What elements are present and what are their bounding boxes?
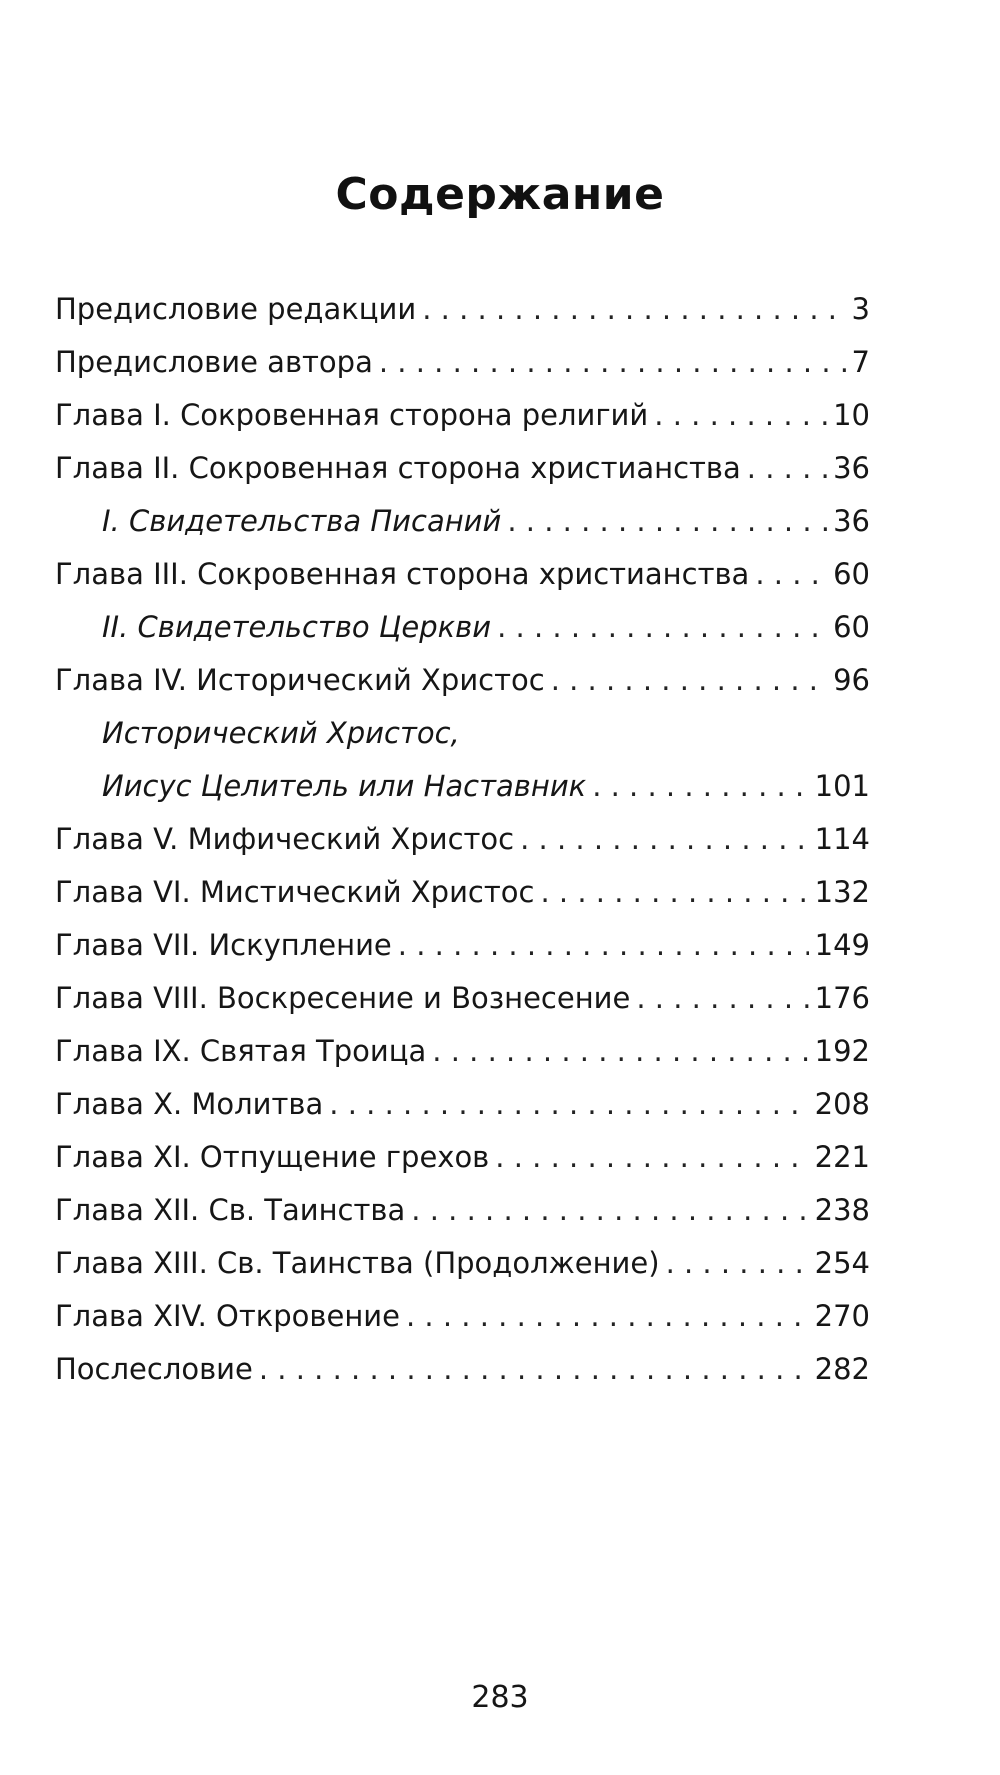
toc-entry-label: Глава XIII. Св. Таинства (Продолжение): [55, 1246, 660, 1280]
toc-entry-page: 282: [814, 1352, 870, 1386]
dot-leader: [497, 601, 827, 654]
toc-entry-page: 36: [833, 504, 870, 538]
dot-leader: [432, 1025, 808, 1078]
toc-entry-page: 176: [814, 981, 870, 1015]
toc-entry-page: 10: [833, 398, 870, 432]
dot-leader: [540, 866, 808, 919]
toc-entry: [55, 654, 870, 707]
dot-leader: [592, 760, 808, 813]
toc-entry: [55, 1078, 870, 1131]
toc-subentry: [55, 760, 870, 813]
dot-leader: [329, 1078, 808, 1131]
toc-entry-label: Предисловие автора: [55, 345, 373, 379]
toc-entry-label: Глава VII. Искупление: [55, 928, 392, 962]
dot-leader: [755, 548, 827, 601]
toc-entry-label: Глава XI. Отпущение грехов: [55, 1140, 490, 1174]
dot-leader: [520, 813, 809, 866]
toc-entry-label: II. Свидетельство Церкви: [102, 610, 492, 644]
toc-entry-page: 60: [833, 557, 870, 591]
page-number: 283: [471, 1680, 529, 1715]
toc-entry-page: 208: [814, 1087, 870, 1121]
toc-entry-page: 96: [833, 663, 870, 697]
toc-entry-label: Иисус Целитель или Наставник: [102, 769, 587, 803]
toc-entry-page: 254: [814, 1246, 870, 1280]
dot-leader: [747, 442, 827, 495]
toc-entry-label: Послесловие: [55, 1352, 253, 1386]
toc-entry-label: Глава IX. Святая Троица: [55, 1034, 427, 1068]
toc-entry: [55, 919, 870, 972]
toc-entry: [55, 336, 870, 389]
toc-entry-page: 101: [814, 769, 870, 803]
toc-entry-page: 221: [814, 1140, 870, 1174]
toc-entry-page: 132: [814, 875, 870, 909]
toc-entry: [55, 866, 870, 919]
toc-subentry: [55, 601, 870, 654]
toc-entry: [55, 1184, 870, 1237]
dot-leader: [654, 389, 827, 442]
toc-entry-page: 60: [833, 610, 870, 644]
toc-entry-label: Исторический Христос,: [102, 716, 460, 750]
toc-entry-label: Предисловие редакции: [55, 292, 417, 326]
toc-entry-page: 7: [851, 345, 870, 379]
toc-entry-page: 192: [814, 1034, 870, 1068]
toc-entry: [55, 1025, 870, 1078]
dot-leader: [406, 1290, 809, 1343]
toc-entry: [55, 813, 870, 866]
toc-entry: [55, 1290, 870, 1343]
table-of-contents: [55, 283, 870, 1396]
dot-leader: [666, 1237, 809, 1290]
toc-entry-label: I. Свидетельства Писаний: [102, 504, 502, 538]
dot-leader: [422, 283, 845, 336]
toc-entry-page: 3: [851, 292, 870, 326]
toc-entry-label: Глава VIII. Воскресение и Вознесение: [55, 981, 631, 1015]
dot-leader: [507, 495, 827, 548]
toc-entry: [55, 283, 870, 336]
toc-entry-label: Глава X. Молитва: [55, 1087, 324, 1121]
toc-entry-label: Глава VI. Мистический Христос: [55, 875, 535, 909]
toc-entry: [55, 1343, 870, 1396]
toc-entry-page: 149: [814, 928, 870, 962]
toc-entry-page: 114: [814, 822, 870, 856]
toc-entry-label: Глава II. Сокровенная сторона христианства: [55, 451, 741, 485]
toc-entry-page: 36: [833, 451, 870, 485]
toc-entry: [55, 972, 870, 1025]
dot-leader: [495, 1131, 808, 1184]
toc-entry: [55, 1237, 870, 1290]
toc-entry: [55, 548, 870, 601]
toc-entry-label: Глава IV. Исторический Христос: [55, 663, 545, 697]
toc-subentry: [55, 495, 870, 548]
dot-leader: [379, 336, 846, 389]
toc-entry-label: Глава XII. Св. Таинства: [55, 1193, 406, 1227]
toc-entry-label: Глава I. Сокровенная сторона религий: [55, 398, 649, 432]
page-title: Содержание: [335, 169, 665, 221]
toc-entry-label: Глава V. Мифический Христос: [55, 822, 515, 856]
toc-subentry: [55, 707, 870, 760]
toc-entry-page: 238: [814, 1193, 870, 1227]
toc-entry: [55, 1131, 870, 1184]
dot-leader: [636, 972, 808, 1025]
dot-leader: [398, 919, 809, 972]
toc-entry-page: 270: [814, 1299, 870, 1333]
toc-entry-label: Глава III. Сокровенная сторона христианства: [55, 557, 750, 591]
toc-entry: [55, 389, 870, 442]
dot-leader: [411, 1184, 808, 1237]
toc-entry-label: Глава XIV. Откровение: [55, 1299, 400, 1333]
dot-leader: [551, 654, 827, 707]
toc-entry: [55, 442, 870, 495]
dot-leader: [259, 1343, 809, 1396]
